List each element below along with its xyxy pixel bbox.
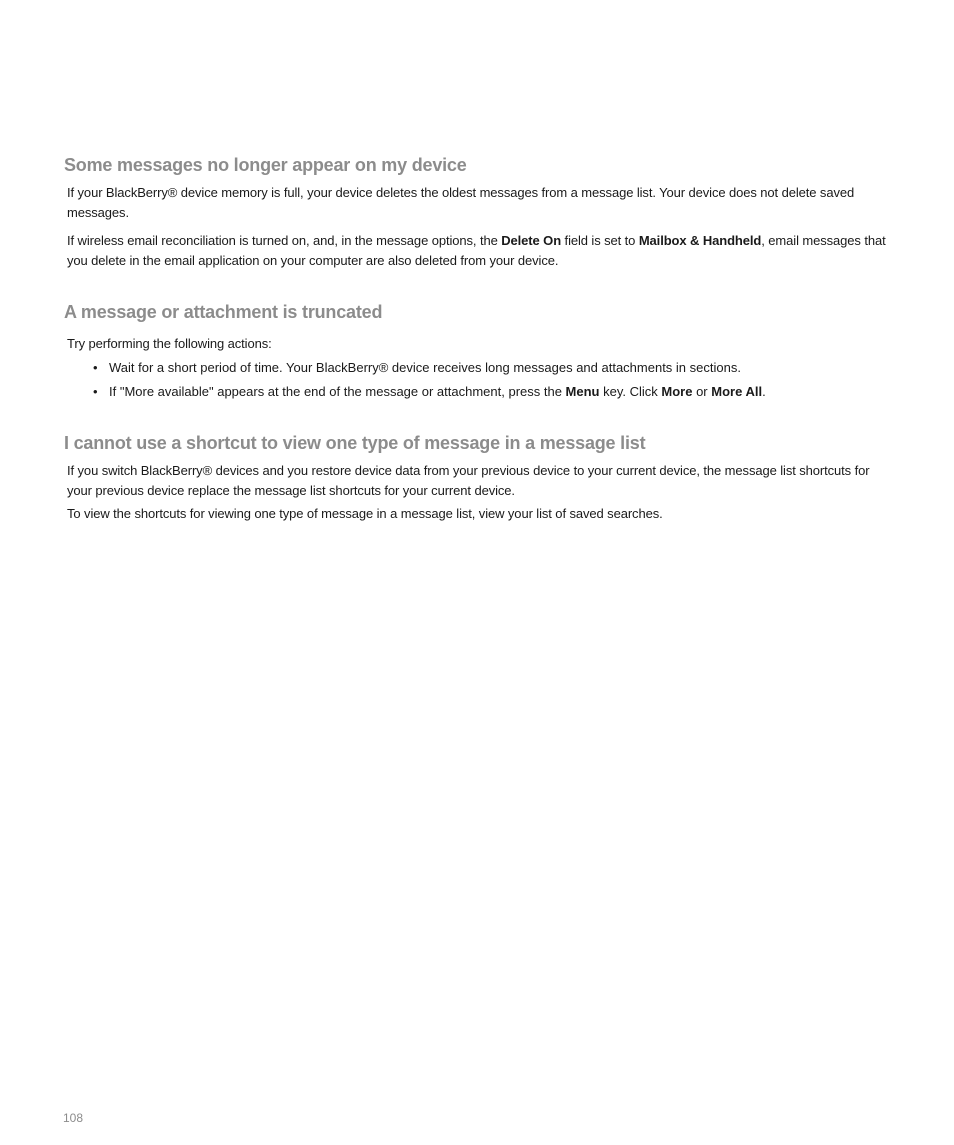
bullet: • bbox=[93, 360, 98, 375]
term-more-all: More All bbox=[711, 384, 763, 399]
text-run: , email messages that you delete in the email application on your computer are also deleted from your device. bbox=[67, 233, 886, 268]
section-heading-truncated: A message or attachment is truncated bbox=[64, 302, 383, 322]
text-run: or bbox=[692, 384, 712, 399]
paragraph-switch-devices: If you switch BlackBerry® devices and you restore device data from your previous device to your current device, the message list shortcuts for your previous device replace the message list shortcuts for your current device. bbox=[67, 463, 870, 498]
text-run: If "More available" appears at the end of the message or attachment, press the bbox=[109, 384, 566, 399]
text-run: field is set to bbox=[561, 233, 639, 248]
list-item-text: Wait for a short period of time. Your BlackBerry® device receives long messages and attachments in sections. bbox=[109, 360, 741, 375]
section-heading-messages-missing: Some messages no longer appear on my device bbox=[64, 155, 467, 175]
bullet: • bbox=[93, 384, 98, 399]
paragraph-reconciliation bbox=[67, 231, 897, 270]
term-more: More bbox=[661, 384, 693, 399]
paragraph-try-actions: Try performing the following actions: bbox=[67, 336, 272, 351]
section-heading-shortcut: I cannot use a shortcut to view one type of message in a message list bbox=[64, 433, 646, 453]
text-run: If wireless email reconciliation is turned on, and, in the message options, the bbox=[67, 233, 502, 248]
term-menu: Menu bbox=[565, 384, 600, 399]
text-run: key. Click bbox=[599, 384, 662, 399]
term-mailbox-handheld: Mailbox & Handheld bbox=[638, 233, 762, 248]
paragraph-memory-full: If your BlackBerry® device memory is full, your device deletes the oldest messages from a message list. Your device does not delete saved messages. bbox=[67, 185, 855, 220]
text-run: . bbox=[762, 384, 766, 399]
list-item bbox=[90, 358, 890, 378]
action-list bbox=[90, 358, 890, 406]
list-item bbox=[90, 382, 890, 402]
page-number: 108 bbox=[63, 1111, 84, 1125]
paragraph-saved-searches: To view the shortcuts for viewing one type of message in a message list, view your list of saved searches. bbox=[67, 506, 663, 521]
term-delete-on: Delete On bbox=[501, 233, 562, 248]
